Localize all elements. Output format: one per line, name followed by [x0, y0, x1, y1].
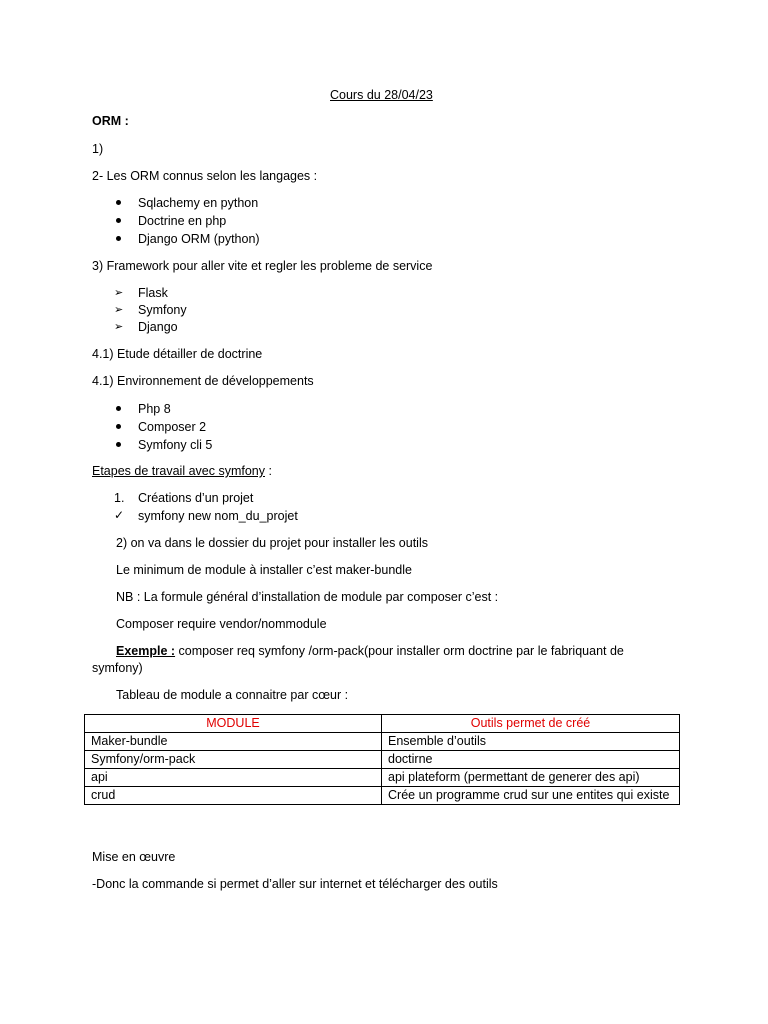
- orm-heading: ORM :: [92, 114, 129, 128]
- item-4-1-a: 4.1) Etude détailler de doctrine: [92, 347, 263, 361]
- arrow-bullet-icon: ➢: [114, 304, 124, 316]
- step-1-number: 1.: [114, 491, 125, 505]
- exemple-label: Exemple :: [116, 644, 176, 658]
- table-cell: Symfony/orm-pack: [85, 751, 382, 769]
- table-row: [85, 733, 680, 751]
- list-item: Php 8: [138, 402, 171, 416]
- step-2: 2) on va dans le dossier du projet pour installer les outils: [116, 536, 428, 550]
- arrow-bullet-icon: ➢: [114, 321, 124, 333]
- table-cell: crud: [85, 787, 382, 805]
- bullet-icon: [116, 442, 121, 447]
- list-item: Symfony cli 5: [138, 438, 213, 452]
- list-item: Flask: [138, 286, 168, 300]
- item-1: 1): [92, 142, 104, 156]
- list-item: Django: [138, 320, 178, 334]
- table-cell: Maker-bundle: [85, 733, 382, 751]
- list-item: Django ORM (python): [138, 232, 260, 246]
- etapes-heading-line: [92, 464, 272, 479]
- table-cell: doctirne: [382, 751, 680, 769]
- list-item: Composer 2: [138, 420, 207, 434]
- table-row: [85, 787, 680, 805]
- page-title: Cours du 28/04/23: [330, 88, 433, 102]
- exemple-text: composer req symfony /orm-pack(pour installer orm doctrine par le fabriquant de: [175, 644, 624, 658]
- composer-require-line: Composer require vendor/nommodule: [116, 617, 327, 631]
- table-cell: Ensemble d’outils: [382, 733, 680, 751]
- bullet-icon: [116, 406, 121, 411]
- mise-en-oeuvre: Mise en œuvre: [92, 850, 176, 864]
- step-1-text: Créations d’un projet: [138, 491, 254, 505]
- bullet-icon: [116, 424, 121, 429]
- exemple-line: [116, 644, 624, 659]
- step-1-command: symfony new nom_du_projet: [138, 509, 298, 523]
- arrow-bullet-icon: ➢: [114, 287, 124, 299]
- table-header-outils: Outils permet de créé: [382, 715, 680, 733]
- bullet-icon: [116, 218, 121, 223]
- list-item: Sqlachemy en python: [138, 196, 259, 210]
- list-item: Symfony: [138, 303, 187, 317]
- tableau-heading: Tableau de module a connaitre par cœur :: [116, 688, 349, 702]
- bullet-icon: [116, 236, 121, 241]
- bullet-icon: [116, 200, 121, 205]
- nb-line: NB : La formule général d’installation de module par composer c’est :: [116, 590, 499, 604]
- module-table: [84, 714, 680, 805]
- checkmark-icon: ✓: [114, 508, 125, 522]
- item-2: 2- Les ORM connus selon les langages :: [92, 169, 318, 183]
- minimum-line: Le minimum de module à installer c’est maker-bundle: [116, 563, 412, 577]
- item-3: 3) Framework pour aller vite et regler les probleme de service: [92, 259, 433, 273]
- table-row: [85, 769, 680, 787]
- etapes-colon: :: [265, 464, 272, 478]
- table-row: [85, 751, 680, 769]
- table-cell: api: [85, 769, 382, 787]
- etapes-heading: Etapes de travail avec symfony: [92, 464, 265, 478]
- table-header-module: MODULE: [85, 715, 382, 733]
- table-cell: Crée un programme crud sur une entites qui existe: [382, 787, 680, 805]
- table-header-row: [85, 715, 680, 733]
- item-4-1-b: 4.1) Environnement de développements: [92, 374, 314, 388]
- exemple-line-2: symfony): [92, 661, 143, 675]
- table-cell: api plateform (permettant de generer des api): [382, 769, 680, 787]
- list-item: Doctrine en php: [138, 214, 227, 228]
- donc-line: -Donc la commande si permet d’aller sur internet et télécharger des outils: [92, 877, 498, 891]
